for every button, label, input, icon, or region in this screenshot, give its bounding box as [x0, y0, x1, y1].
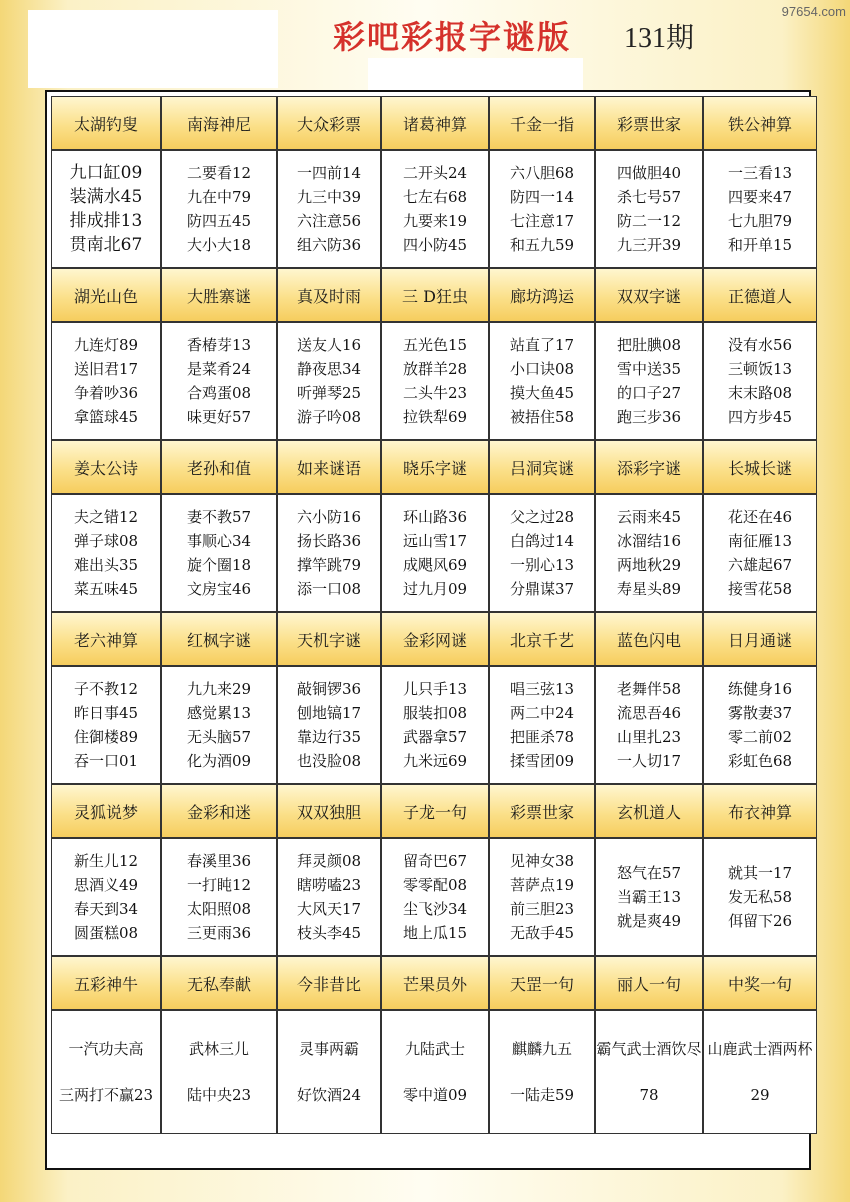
riddle-line: 五光色15: [402, 336, 468, 354]
riddle-line: 二开头24: [402, 164, 468, 182]
riddle-line: 发无私58: [727, 888, 793, 906]
riddle-line: 就其一17: [727, 864, 793, 882]
riddle-line: 花还在46: [727, 508, 793, 526]
riddle-line: 大风天17: [296, 900, 362, 918]
riddle-line: 太阳照08: [186, 900, 252, 918]
riddle-line: 没有水56: [727, 336, 793, 354]
riddle-line: 儿只手13: [402, 680, 468, 698]
riddle-line: 成飓风69: [402, 556, 468, 574]
riddle-line: 一陆走59: [509, 1086, 575, 1104]
page-title: 彩吧彩报字谜版: [333, 18, 572, 56]
riddle-cell: [595, 322, 703, 440]
riddle-cell: [703, 150, 817, 268]
riddle-cell: [277, 494, 381, 612]
riddle-line: 武林三儿: [188, 1040, 249, 1058]
riddle-cell: [277, 1010, 381, 1134]
riddle-line: 难出头35: [73, 556, 139, 574]
riddle-line: 防四一14: [509, 188, 575, 206]
riddle-line: 二要看12: [186, 164, 252, 182]
column-heading: 金彩网谜: [381, 612, 489, 666]
riddle-line: 无敌手45: [509, 924, 575, 942]
column-heading: 真及时雨: [277, 268, 381, 322]
column-heading: 红枫字谜: [161, 612, 277, 666]
riddle-line: 吞一口01: [73, 752, 139, 770]
riddle-line: 佴留下26: [727, 912, 793, 930]
riddle-line: 留奇巴67: [402, 852, 468, 870]
riddle-cell: [595, 494, 703, 612]
riddle-line: 一别心13: [509, 556, 575, 574]
riddle-line: 六八胆68: [509, 164, 575, 182]
riddle-line: 六雄起67: [727, 556, 793, 574]
riddle-line: 弹子球08: [73, 532, 139, 550]
riddle-line: 接雪花58: [727, 580, 793, 598]
riddle-line: 圆蛋糕08: [73, 924, 139, 942]
column-heading: 添彩字谜: [595, 440, 703, 494]
riddle-cell: [489, 494, 595, 612]
riddle-line: 山鹿武士酒两杯29: [707, 1040, 813, 1104]
riddle-cell: [51, 1010, 161, 1134]
riddle-line: 三更雨36: [186, 924, 252, 942]
riddle-line: 一三看13: [727, 164, 793, 182]
column-heading: 南海神尼: [161, 96, 277, 150]
riddle-line: 把肚腆08: [616, 336, 682, 354]
column-heading: 无私奉献: [161, 956, 277, 1010]
column-heading: 金彩和迷: [161, 784, 277, 838]
column-heading: 芒果员外: [381, 956, 489, 1010]
header-row: [51, 268, 817, 322]
riddle-line: 四做胆40: [616, 164, 682, 182]
riddle-line: 送旧君17: [73, 360, 139, 378]
riddle-line: 撑竿跳79: [296, 556, 362, 574]
riddle-line: 听弹琴25: [296, 384, 362, 402]
riddle-line: 文房宝46: [186, 580, 252, 598]
riddle-line: 菜五味45: [73, 580, 139, 598]
riddle-line: 瞎唠嗑23: [296, 876, 362, 894]
riddle-cell: [161, 322, 277, 440]
riddle-line: 练健身16: [727, 680, 793, 698]
site-watermark: 97654.com: [781, 4, 846, 19]
riddle-line: 春溪里36: [186, 852, 252, 870]
riddle-line: 流思吾46: [616, 704, 682, 722]
column-heading: 铁公神算: [703, 96, 817, 150]
riddle-line: 拜灵颜08: [296, 852, 362, 870]
riddle-line: 拉铁犁69: [402, 408, 468, 426]
riddle-line: 雾散妻37: [727, 704, 793, 722]
riddle-line: 三顿饭13: [727, 360, 793, 378]
column-heading: 诸葛神算: [381, 96, 489, 150]
riddle-line: 防四五45: [186, 212, 252, 230]
riddle-line: 分鼎谋37: [509, 580, 575, 598]
column-heading: 天机字谜: [277, 612, 381, 666]
riddle-cell: [595, 838, 703, 956]
riddle-line: 和五九59: [509, 236, 575, 254]
riddle-line: 争着吵36: [73, 384, 139, 402]
riddle-line: 味更好57: [186, 408, 252, 426]
issue-number: 131期: [624, 23, 695, 54]
riddle-line: 静夜思34: [296, 360, 362, 378]
riddle-line: 站直了17: [509, 336, 575, 354]
riddle-line: 夫之错12: [73, 508, 139, 526]
riddle-line: 子不教12: [73, 680, 139, 698]
riddle-cell: [277, 150, 381, 268]
riddle-line: 寿星头89: [616, 580, 682, 598]
riddle-line: 四方步45: [727, 408, 793, 426]
riddle-line: 怒气在57: [616, 864, 682, 882]
riddle-line: 九米远69: [402, 752, 468, 770]
riddle-cell: [489, 322, 595, 440]
riddle-line: 杀七号57: [616, 188, 682, 206]
riddle-line: 麒麟九五: [511, 1040, 572, 1058]
riddle-line: 住御楼89: [73, 728, 139, 746]
riddle-line: 一汽功夫高: [68, 1040, 144, 1058]
riddle-cell: [703, 322, 817, 440]
riddle-line: 也没脸08: [296, 752, 362, 770]
riddle-line: 春天到34: [73, 900, 139, 918]
riddle-cell: [381, 150, 489, 268]
riddle-line: 环山路36: [402, 508, 468, 526]
riddle-cell: [489, 666, 595, 784]
column-heading: 姜太公诗: [51, 440, 161, 494]
content-row: [51, 322, 817, 440]
riddle-line: 三两打不赢23: [58, 1086, 154, 1104]
riddle-cell: [51, 322, 161, 440]
riddle-line: 彩虹色68: [727, 752, 793, 770]
riddle-line: 零二前02: [727, 728, 793, 746]
riddle-line: 敲铜锣36: [296, 680, 362, 698]
riddle-line: 送友人16: [296, 336, 362, 354]
column-heading: 千金一指: [489, 96, 595, 150]
header-row: [51, 440, 817, 494]
riddle-cell: [703, 1010, 817, 1134]
riddle-cell: [381, 1010, 489, 1134]
column-heading: 双双字谜: [595, 268, 703, 322]
riddle-line: 贯南北67: [69, 235, 143, 255]
riddle-cell: [51, 494, 161, 612]
content-row: [51, 494, 817, 612]
riddle-cell: [489, 150, 595, 268]
header-row: [51, 784, 817, 838]
content-row: [51, 666, 817, 784]
riddle-line: 刨地镐17: [296, 704, 362, 722]
column-heading: 天罡一句: [489, 956, 595, 1010]
column-heading: 吕洞宾谜: [489, 440, 595, 494]
riddle-cell: [381, 838, 489, 956]
riddle-line: 被捂住58: [509, 408, 575, 426]
riddle-cell: [277, 322, 381, 440]
column-heading: 五彩神牛: [51, 956, 161, 1010]
column-heading: 彩票世家: [489, 784, 595, 838]
riddle-line: 云雨来45: [616, 508, 682, 526]
riddle-line: 大小大18: [186, 236, 252, 254]
riddle-line: 武器拿57: [402, 728, 468, 746]
riddle-line: 服装扣08: [402, 704, 468, 722]
content-row: [51, 838, 817, 956]
riddle-line: 靠边行35: [296, 728, 362, 746]
riddle-line: 好饮酒24: [296, 1086, 362, 1104]
riddle-line: 合鸡蛋08: [186, 384, 252, 402]
column-heading: 廊坊鸿运: [489, 268, 595, 322]
riddle-cell: [161, 1010, 277, 1134]
column-heading: 如来谜语: [277, 440, 381, 494]
column-heading: 玄机道人: [595, 784, 703, 838]
riddle-line: 父之过28: [509, 508, 575, 526]
riddle-line: 老舞伴58: [616, 680, 682, 698]
riddle-line: 尘飞沙34: [402, 900, 468, 918]
riddle-line: 九口缸09: [69, 163, 143, 183]
riddle-cell: [161, 150, 277, 268]
column-heading: 大众彩票: [277, 96, 381, 150]
column-heading: 灵狐说梦: [51, 784, 161, 838]
riddle-line: 见神女38: [509, 852, 575, 870]
column-heading: 中奖一句: [703, 956, 817, 1010]
content-row: [51, 1010, 817, 1134]
riddle-line: 冰溜结16: [616, 532, 682, 550]
column-heading: 双双独胆: [277, 784, 381, 838]
riddle-line: 过九月09: [402, 580, 468, 598]
column-heading: 日月通谜: [703, 612, 817, 666]
riddle-line: 放群羊28: [402, 360, 468, 378]
riddle-line: 九九来29: [186, 680, 252, 698]
riddle-cell: [489, 838, 595, 956]
riddle-cell: [381, 322, 489, 440]
column-heading: 子龙一句: [381, 784, 489, 838]
riddle-line: 一人切17: [616, 752, 682, 770]
riddle-cell: [51, 838, 161, 956]
riddle-cell: [595, 666, 703, 784]
column-heading: 三 D狂虫: [381, 268, 489, 322]
riddle-line: 前三胆23: [509, 900, 575, 918]
riddle-cell: [161, 838, 277, 956]
riddle-line: 菩萨点19: [509, 876, 575, 894]
riddle-line: 防二一12: [616, 212, 682, 230]
riddle-line: 妻不教57: [186, 508, 252, 526]
riddle-line: 当霸王13: [616, 888, 682, 906]
riddle-line: 四要来47: [727, 188, 793, 206]
riddle-line: 灵事两霸: [298, 1040, 359, 1058]
column-heading: 今非昔比: [277, 956, 381, 1010]
riddle-line: 一四前14: [296, 164, 362, 182]
riddle-line: 揉雪团09: [509, 752, 575, 770]
riddle-cell: [51, 666, 161, 784]
riddle-line: 二头牛23: [402, 384, 468, 402]
riddle-line: 远山雪17: [402, 532, 468, 550]
riddle-line: 四小防45: [402, 236, 468, 254]
column-heading: 蓝色闪电: [595, 612, 703, 666]
header-row: [51, 96, 817, 150]
riddle-cell: [703, 838, 817, 956]
riddle-cell: [381, 494, 489, 612]
riddle-line: 跑三步36: [616, 408, 682, 426]
riddle-line: 六注意56: [296, 212, 362, 230]
riddle-line: 的口子27: [616, 384, 682, 402]
riddle-line: 新生儿12: [73, 852, 139, 870]
riddle-line: 组六防36: [296, 236, 362, 254]
column-heading: 布衣神算: [703, 784, 817, 838]
riddle-line: 陆中央23: [186, 1086, 252, 1104]
riddle-line: 山里扎23: [616, 728, 682, 746]
riddle-cell: [703, 666, 817, 784]
riddle-cell: [381, 666, 489, 784]
riddle-line: 两二中24: [509, 704, 575, 722]
riddle-line: 无头脑57: [186, 728, 252, 746]
header-row: [51, 612, 817, 666]
riddle-line: 添一口08: [296, 580, 362, 598]
riddle-line: 雪中送35: [616, 360, 682, 378]
riddle-line: 香椿芽13: [186, 336, 252, 354]
riddle-line: 九连灯89: [73, 336, 139, 354]
riddle-cell: [703, 494, 817, 612]
riddle-line: 七九胆79: [727, 212, 793, 230]
riddle-line: 感觉累13: [186, 704, 252, 722]
riddle-line: 事顺心34: [186, 532, 252, 550]
column-heading: 湖光山色: [51, 268, 161, 322]
riddle-cell: [51, 150, 161, 268]
riddle-line: 地上瓜15: [402, 924, 468, 942]
riddle-line: 零零配08: [402, 876, 468, 894]
riddle-line: 白鸽过14: [509, 532, 575, 550]
riddle-table: [51, 96, 817, 1134]
riddle-line: 七注意17: [509, 212, 575, 230]
riddle-line: 摸大鱼45: [509, 384, 575, 402]
riddle-line: 九要来19: [402, 212, 468, 230]
column-heading: 丽人一句: [595, 956, 703, 1010]
column-heading: 大胜寨谜: [161, 268, 277, 322]
riddle-line: 零中道09: [402, 1086, 468, 1104]
riddle-cell: [595, 1010, 703, 1134]
column-heading: 晓乐字谜: [381, 440, 489, 494]
riddle-line: 是菜肴24: [186, 360, 252, 378]
riddle-cell: [161, 666, 277, 784]
column-heading: 北京千艺: [489, 612, 595, 666]
riddle-cell: [277, 666, 381, 784]
column-heading: 彩票世家: [595, 96, 703, 150]
riddle-line: 把匪杀78: [509, 728, 575, 746]
riddle-line: 九陆武士: [404, 1040, 465, 1058]
riddle-line: 两地秋29: [616, 556, 682, 574]
riddle-line: 一打盹12: [186, 876, 252, 894]
blank-area-left: [28, 10, 278, 88]
riddle-line: 九在中79: [186, 188, 252, 206]
riddle-line: 枝头李45: [296, 924, 362, 942]
riddle-line: 旋个圈18: [186, 556, 252, 574]
column-heading: 正德道人: [703, 268, 817, 322]
riddle-cell: [595, 150, 703, 268]
riddle-line: 霸气武士酒饮尽78: [596, 1040, 702, 1104]
riddle-line: 小口诀08: [509, 360, 575, 378]
header-row: [51, 956, 817, 1010]
riddle-line: 七左右68: [402, 188, 468, 206]
riddle-line: 化为酒09: [186, 752, 252, 770]
riddle-cell: [161, 494, 277, 612]
riddle-line: 拿篮球45: [73, 408, 139, 426]
riddle-line: 装满水45: [69, 187, 143, 207]
riddle-line: 九三中39: [296, 188, 362, 206]
column-heading: 老六神算: [51, 612, 161, 666]
riddle-line: 末末路08: [727, 384, 793, 402]
riddle-cell: [489, 1010, 595, 1134]
column-heading: 老孙和值: [161, 440, 277, 494]
riddle-line: 南征雁13: [727, 532, 793, 550]
riddle-line: 思酒义49: [73, 876, 139, 894]
riddle-line: 唱三弦13: [509, 680, 575, 698]
riddle-line: 就是爽49: [616, 912, 682, 930]
riddle-line: 六小防16: [296, 508, 362, 526]
riddle-cell: [277, 838, 381, 956]
content-row: [51, 150, 817, 268]
riddle-line: 九三开39: [616, 236, 682, 254]
riddle-line: 昨日事45: [73, 704, 139, 722]
riddle-line: 和开单15: [727, 236, 793, 254]
riddle-line: 游子吟08: [296, 408, 362, 426]
riddle-line: 扬长路36: [296, 532, 362, 550]
riddle-line: 排成排13: [69, 211, 143, 231]
column-heading: 长城长谜: [703, 440, 817, 494]
column-heading: 太湖钓叟: [51, 96, 161, 150]
